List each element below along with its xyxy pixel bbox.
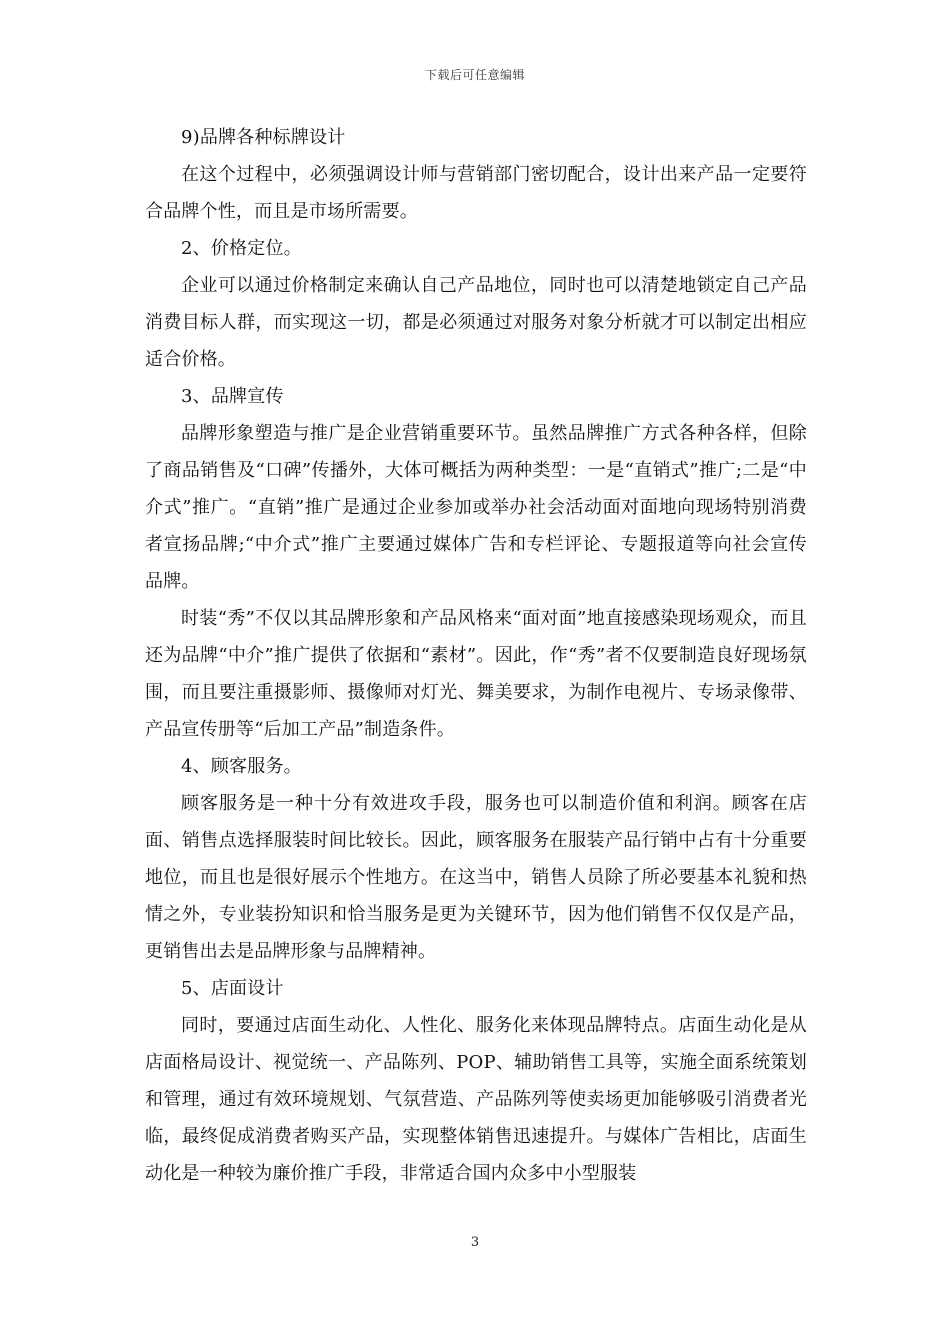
paragraph-brand-promotion: 品牌形象塑造与推广是企业营销重要环节。虽然品牌推广方式各种各样，但除了商品销售及“口碑”传播外，大体可概括为两种类型：一是“直销式”推广;二是“中介式”推广。“直销”推广是通过企业参加或举办社会活动面对面地向现场特别消费者宣扬品牌;“中介式”推广主要通过媒体广告和专栏评论、专题报道等向社会宣传品牌。	[145, 423, 807, 592]
paragraph-fashion-show: 时装“秀”不仅以其品牌形象和产品风格来“面对面”地直接感染现场观众，而且还为品牌“中介”推广提供了依据和“素材”。因此，作“秀”者不仅要制造良好现场氛围，而且要注重摄影师、摄像师对灯光、舞美要求，为制作电视片、专场录像带、产品宣传册等“后加工产品”制造条件。	[145, 608, 807, 740]
page-number: 3	[470, 1235, 480, 1250]
page-header-note: 下载后可任意编辑	[424, 68, 525, 82]
section-heading-brand-signage: 9)品牌各种标牌设计	[181, 127, 346, 148]
paragraph-price-positioning: 企业可以通过价格制定来确认自己产品地位，同时也可以清楚地锁定自己产品消费目标人群，而实现这一切，都是必须通过对服务对象分析就才可以制定出相应适合价格。	[145, 275, 807, 370]
section-heading-store-design: 5、店面设计	[181, 978, 284, 999]
section-heading-price-positioning: 2、价格定位。	[181, 238, 302, 259]
paragraph-customer-service: 顾客服务是一种十分有效进攻手段，服务也可以制造价值和利润。顾客在店面、销售点选择服装时间比较长。因此，顾客服务在服装产品行销中占有十分重要地位，而且也是很好展示个性地方。在这当中，销售人员除了所必要基本礼貌和热情之外，专业装扮知识和恰当服务是更为关键环节，因为他们销售不仅仅是产品，更销售出去是品牌形象与品牌精神。	[145, 793, 807, 962]
section-heading-brand-promotion: 3、品牌宣传	[181, 386, 284, 407]
document-body	[145, 119, 807, 1192]
paragraph-designer-cooperation: 在这个过程中，必须强调设计师与营销部门密切配合，设计出来产品一定要符合品牌个性，而且是市场所需要。	[145, 164, 807, 222]
paragraph-store-design: 同时，要通过店面生动化、人性化、服务化来体现品牌特点。店面生动化是从店面格局设计、视觉统一、产品陈列、POP、辅助销售工具等，实施全面系统策划和管理，通过有效环境规划、气氛营造、产品陈列等使卖场更加能够吸引消费者光临，最终促成消费者购买产品，实现整体销售迅速提升。与媒体广告相比，店面生动化是一种较为廉价推广手段，非常适合国内众多中小型服装	[145, 1015, 807, 1184]
section-heading-customer-service: 4、顾客服务。	[181, 756, 302, 777]
